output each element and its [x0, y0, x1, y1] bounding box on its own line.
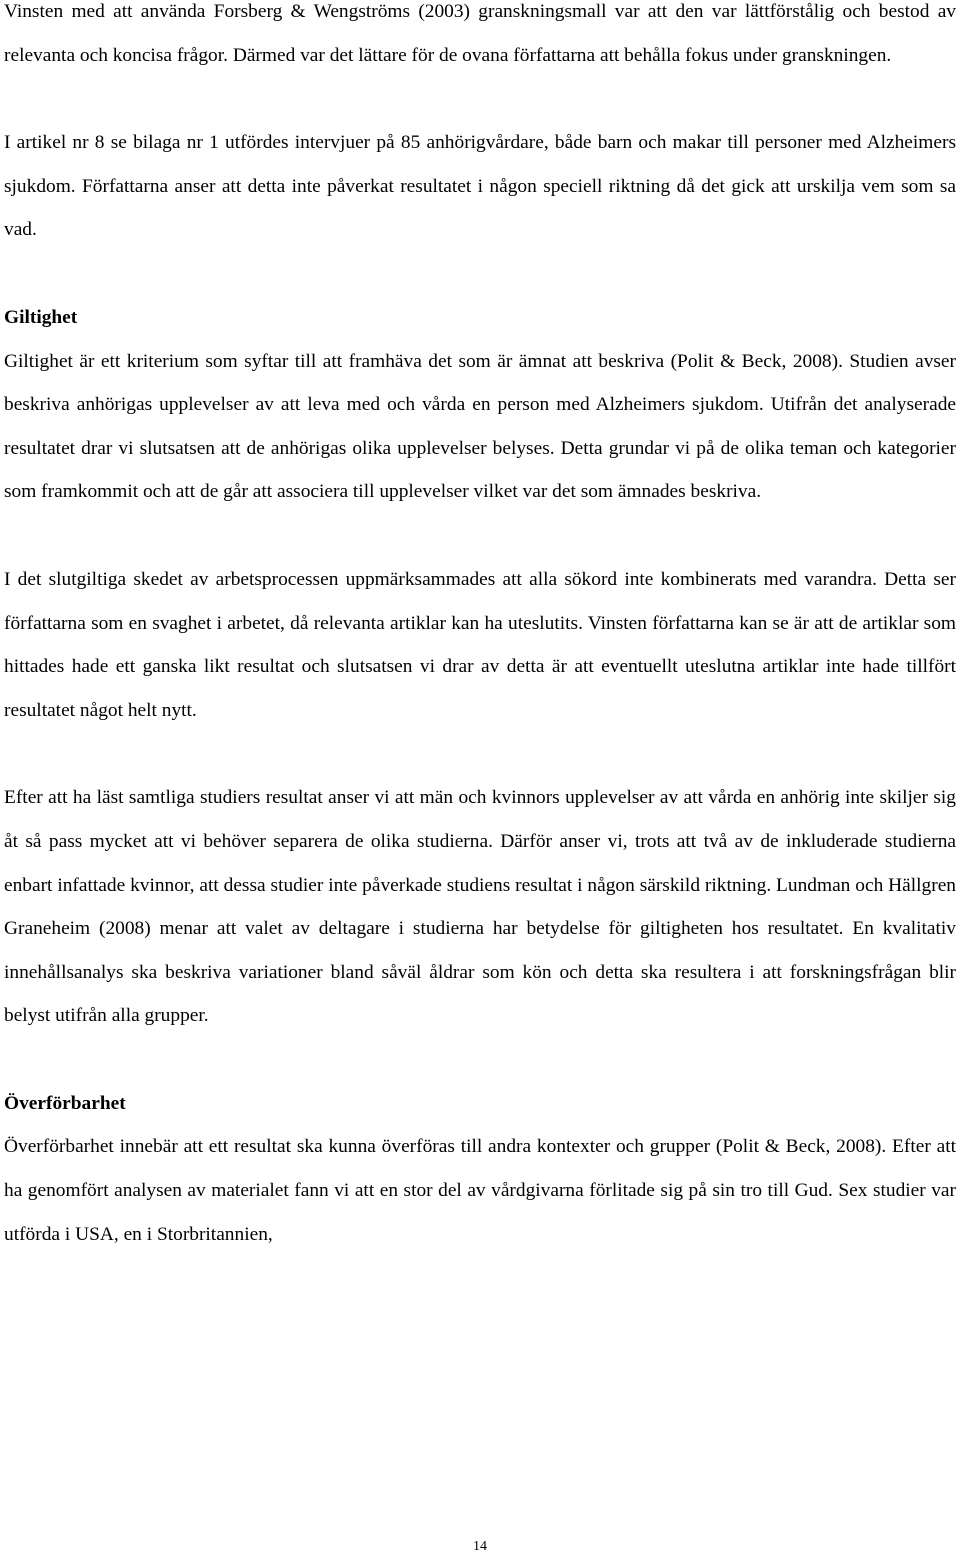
paragraph-sokord: I det slutgiltiga skedet av arbetsprocessen uppmärksammades att alla sökord inte kombinerats med varandra. Detta ser författarna som en svaghet i arbetet, då relevanta artiklar kan ha uteslutits. Vinsten författarna kan se är att de artiklar som hittades hade ett ganska likt resultat och slutsatsen vi drar av detta är att eventuellt uteslutna artiklar inte hade tillfört resultatet något helt nytt. — [4, 568, 956, 721]
paragraph-gap — [4, 732, 956, 776]
paragraph-studiers-resultat: Efter att ha läst samtliga studiers resultat anser vi att män och kvinnors upplevelser av att vårda en anhörig inte skiljer sig åt så pass mycket att vi behöver separera de olika studierna. Därför anser vi, trots att två av de inkluderade studierna enbart infattade kvinnor, att dessa studier inte påverkade studiens resultat i någon särskild riktning. Lundman och Hällgren Graneheim (2008) menar att valet av deltagare i studierna har betydelse för giltigheten hos resultatet. En kvalitativ innehållsanalys ska beskriva variationer bland såväl åldrar som kön och detta ska resultera i att forskningsfrågan blir belyst utifrån alla grupper. — [4, 787, 956, 1027]
paragraph-artikel-8: I artikel nr 8 se bilaga nr 1 utfördes intervjuer på 85 anhörigvårdare, både barn och makar till personer med Alzheimers sjukdom. Författarna anser att detta inte påverkat resultatet i någon speciell riktning då det gick att urskilja vem som sa vad. — [4, 132, 956, 241]
paragraph-gap — [4, 514, 956, 558]
heading-giltighet: Giltighet — [4, 306, 78, 328]
heading-overforbarhet: Överförbarhet — [4, 1092, 126, 1114]
document-page — [4, 0, 956, 1557]
paragraph-giltighet: Giltighet är ett kriterium som syftar till att framhäva det som är ämnat att beskriva (Polit & Beck, 2008). Studien avser beskriva anhörigas upplevelser av att leva med och vårda en person med Alzheimers sjukdom. Utifrån det analyserade resultatet drar vi slutsatsen att de anhörigas olika upplevelser belyses. Detta grundar vi på de olika teman och kategorier som framkommit och att de går att associera till upplevelser vilket var det som ämnades beskriva. — [4, 350, 956, 503]
paragraph-granskningsmall: Vinsten med att använda Forsberg & Wengströms (2003) granskningsmall var att den var lättförstålig och bestod av relevanta och koncisa frågor. Därmed var det lättare för de ovana författarna att behålla fokus under granskningen. — [4, 1, 956, 66]
section-gap — [4, 252, 956, 294]
paragraph-gap — [4, 77, 956, 121]
page-number: 14 — [473, 1539, 487, 1554]
section-gap — [4, 1038, 956, 1082]
paragraph-overforbarhet: Överförbarhet innebär att ett resultat ska kunna överföras till andra kontexter och grupper (Polit & Beck, 2008). Efter att ha genomfört analysen av materialet fann vi att en stor del av vårdgivarna förlitade sig på sin tro till Gud. Sex studier var utförda i USA, en i Storbritannien, — [4, 1136, 956, 1245]
